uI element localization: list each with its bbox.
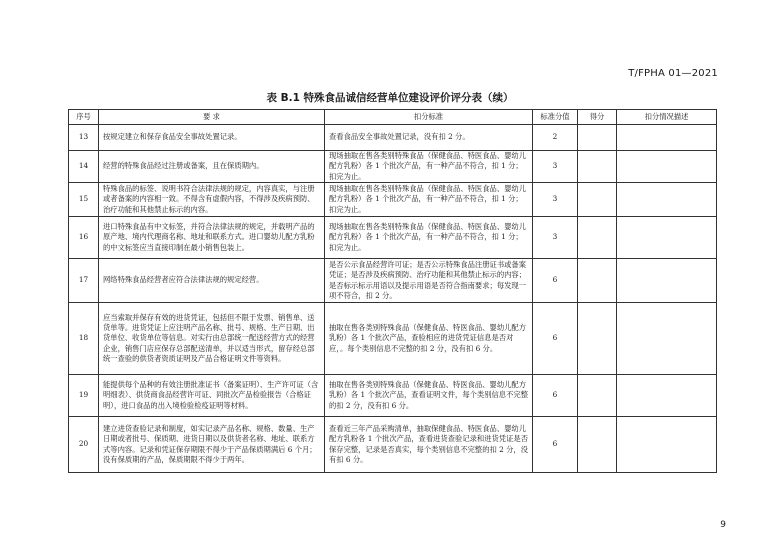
row-number: 16 [69, 217, 99, 259]
standard-score-cell: 6 [533, 259, 578, 303]
score-cell [578, 183, 617, 217]
row-number: 19 [69, 375, 99, 417]
col-header-standard-score: 标准分值 [533, 110, 578, 125]
deduction-description-cell [617, 417, 717, 473]
requirement-cell: 经营的特殊食品经过注册或备案，且在保质期内。 [99, 151, 325, 183]
deduction-description-cell [617, 183, 717, 217]
table-row [69, 417, 717, 473]
deduction-standard-cell: 查看食品安全事故处置记录，没有扣 2 分。 [325, 125, 533, 151]
col-header-score: 得分 [578, 110, 617, 125]
table-row [69, 259, 717, 303]
requirement-cell: 按规定建立和保存食品安全事故处置记录。 [99, 125, 325, 151]
score-cell [578, 303, 617, 375]
deduction-description-cell [617, 217, 717, 259]
score-cell [578, 125, 617, 151]
deduction-standard-cell: 现场抽取在售各类别特殊食品（保健食品、特医食品、婴幼儿配方乳粉）各 1 个批次产品，有一种产品不符合，扣 1 分；扣完为止。 [325, 217, 533, 259]
requirement-cell: 网络特殊食品经营者应符合法律法规的规定经营。 [99, 259, 325, 303]
col-header-no: 序号 [69, 110, 99, 125]
table-row [69, 125, 717, 151]
col-header-deduction-standard: 扣分标准 [325, 110, 533, 125]
requirement-cell: 能提供每个品种的有效注册批准证书（备案证明）、生产许可证（含明细表）、供货商食品经营许可证、同批次产品检验报告（合格证明），进口食品的出入境检验检疫证明等材料。 [99, 375, 325, 417]
table-title: 表 B.1 特殊食品诚信经营单位建设评价评分表（续） [266, 92, 514, 104]
requirement-cell: 应当索取并保存有效的进货凭证，包括但不限于发票、销售单、送货单等。进货凭证上应注明产品名称、批号、规格、生产日期、出货单位、收货单位等信息。对实行由总部统一配送经营方式的经营企业，销售门店应保存总部配送清单，并以适当形式，留存经总部统一查验的供货者资质证明及产品合格证明文件等资料。 [99, 303, 325, 375]
row-number: 13 [69, 125, 99, 151]
table-row [69, 303, 717, 375]
col-header-requirement: 要 求 [99, 110, 325, 125]
deduction-description-cell [617, 151, 717, 183]
table-row [69, 375, 717, 417]
standard-score-cell: 3 [533, 151, 578, 183]
requirement-cell: 建立进货查验记录和制度，如实记录产品名称、规格、数量、生产日期或者批号、保质期、进货日期以及供货者名称、地址、联系方式等内容。记录和凭证保存期限不得少于产品保质期满后 6 个月；没有保质期的产品，保质期限不得少于两年。 [99, 417, 325, 473]
row-number: 15 [69, 183, 99, 217]
page-number: 9 [720, 520, 726, 530]
standard-score-cell: 3 [533, 183, 578, 217]
standard-score-cell: 6 [533, 303, 578, 375]
row-number: 17 [69, 259, 99, 303]
score-cell [578, 151, 617, 183]
table-row [69, 151, 717, 183]
document-code: T/FPHA 01—2021 [628, 68, 718, 79]
deduction-standard-cell: 现场抽取在售各类别特殊食品（保健食品、特医食品、婴幼儿配方乳粉）各 1 个批次产品，有一种产品不符合，扣 1 分；扣完为止。 [325, 151, 533, 183]
score-cell [578, 259, 617, 303]
row-number: 18 [69, 303, 99, 375]
standard-score-cell: 2 [533, 125, 578, 151]
deduction-description-cell [617, 125, 717, 151]
requirement-cell: 特殊食品的标签、说明书符合法律法规的规定，内容真实，与注册或者备案的内容相一致。不得含有虚假内容，不得涉及疾病预防、治疗功能和其他禁止标示的内容。 [99, 183, 325, 217]
score-cell [578, 375, 617, 417]
table-header-row [69, 110, 717, 125]
requirement-cell: 进口特殊食品有中文标签，并符合法律法规的规定，并载明产品的原产地、境内代理商名称、地址和联系方式。进口婴幼儿配方乳粉的中文标签应当直接印制在最小销售包装上。 [99, 217, 325, 259]
row-number: 14 [69, 151, 99, 183]
table-row [69, 183, 717, 217]
deduction-description-cell [617, 303, 717, 375]
table-row [69, 217, 717, 259]
deduction-standard-cell: 抽取在售各类别特殊食品（保健食品、特医食品、婴幼儿配方乳粉）各 1 个批次产品，查验相应的进货凭证信息是否对应，。每个类别信息不完整的扣 2 分，没有扣 6 分。 [325, 303, 533, 375]
col-header-deduction-description: 扣分情况描述 [617, 110, 717, 125]
standard-score-cell: 6 [533, 375, 578, 417]
deduction-standard-cell: 查看近三年产品采购清单，抽取保健食品、特医食品、婴幼儿配方乳粉各 1 个批次产品，查看进货查验记录和进货凭证是否保存完整，记录是否真实，每个类别信息不完整的扣 2 分，没有扣 6 分。 [325, 417, 533, 473]
deduction-description-cell [617, 375, 717, 417]
deduction-standard-cell: 抽取在售各类别特殊食品（保健食品、特医食品、婴幼儿配方乳粉）各 1 个批次产品，查看证明文件，每个类别信息不完整的扣 2 分，没有扣 6 分。 [325, 375, 533, 417]
score-cell [578, 217, 617, 259]
deduction-standard-cell: 是否公示食品经营许可证；是否公示特殊食品注册证书或备案凭证；是否涉及疾病预防、治疗功能和其他禁止标示的内容；是否标示标示用语以及提示用语是否符合指南要求；每发现一项不符合，扣 2 分。 [325, 259, 533, 303]
standard-score-cell: 3 [533, 217, 578, 259]
standard-score-cell: 6 [533, 417, 578, 473]
deduction-description-cell [617, 259, 717, 303]
evaluation-table [68, 109, 717, 473]
row-number: 20 [69, 417, 99, 473]
deduction-standard-cell: 现场抽取在售各类别特殊食品（保健食品、特医食品、婴幼儿配方乳粉）各 1 个批次产品，有一种产品不符合，扣 1 分；扣完为止。 [325, 183, 533, 217]
score-cell [578, 417, 617, 473]
